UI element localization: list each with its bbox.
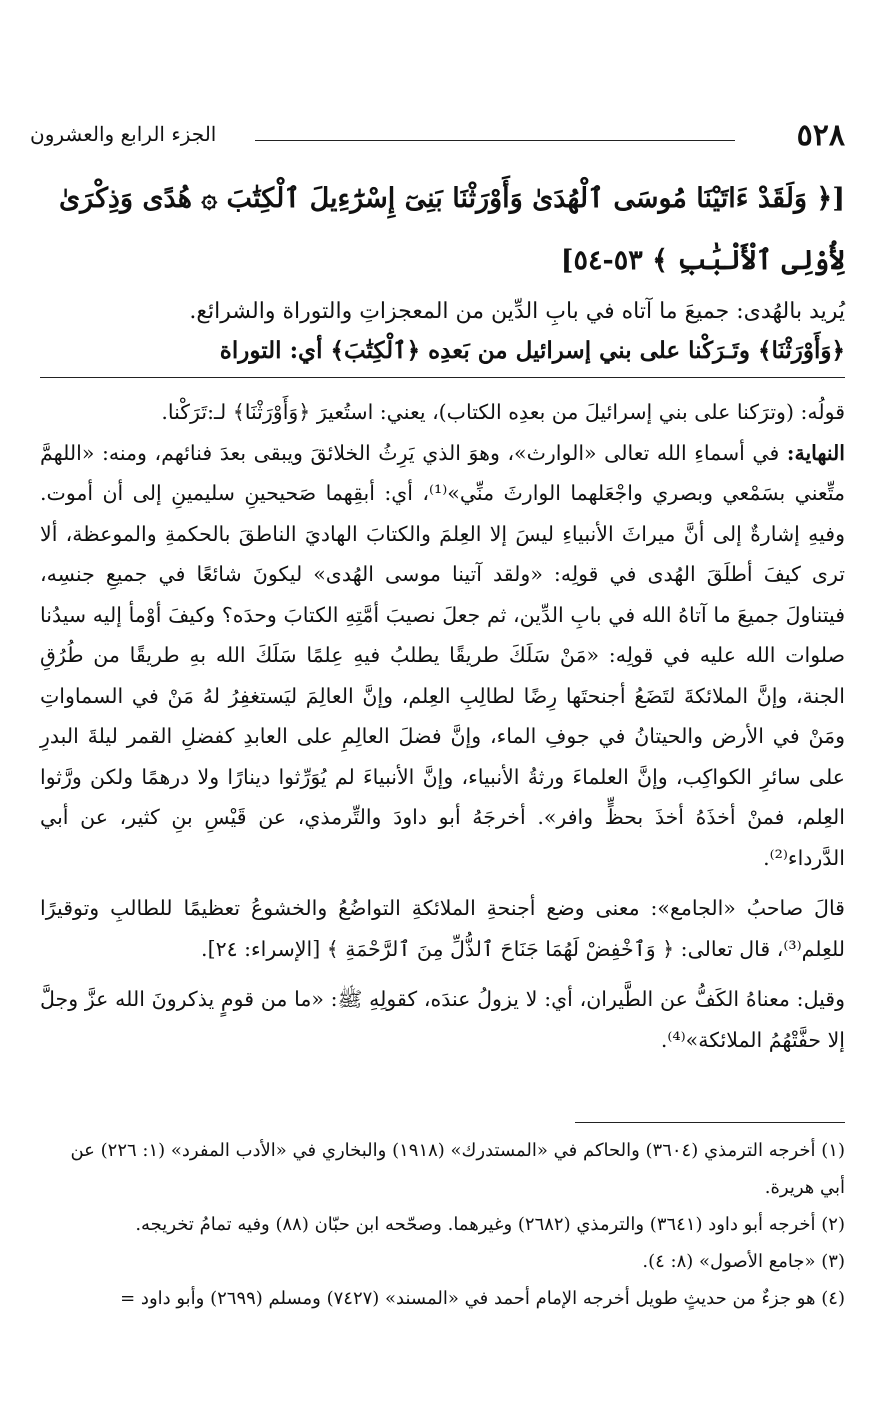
section-divider — [40, 377, 845, 378]
gloss-paragraph: وقيل: معناهُ الكَفُّ عن الطَّيران، أي: لا يزولُ عندَه، كقولِهِ ﷺ: «ما من قومٍ يذكرونَ الله عزَّ وجلَّ إلا حفَّتْهُمُ الملائكة»⁽⁴⁾. — [40, 987, 845, 1052]
footnote: (٢) أخرجه أبو داود (٣٦٤١) والترمذي (٢٦٨٢) وغيرهما. وصحّحه ابن حبّان (٨٨) وفيه تمامُ تخريجه. — [135, 1214, 845, 1235]
nihaya-text: في أسماءِ الله تعالى «الوارث»، وهوَ الذي يَرِثُ الخلائقَ ويبقى بعدَ فنائهم، ومنه: «اللهمَّ متِّعني بسَمْعي وبصري واجْعَلهما الوارثَ منِّي»⁽¹⁾، أي: أبقِهما صَحيحينِ سليمينِ إلى أن أموت. وفيهِ إشارةٌ إلى أنَّ ميراثَ الأنبياءِ ليسَ إلا العِلمَ والكتابَ الهاديَ الناطقَ بالحكمةِ والموعظة، ألا ترى كيفَ أطلَقَ الهُدى في قولِه: «ولقد آتينا موسى الهُدى» ليكونَ شائعًا في جميعِ جنسِه، فيتناولَ جميعَ ما آتاهُ الله في بابِ الدِّين، ثم جعلَ نصيبَ أمَّتِهِ الكتابَ وحدَه؟ وكيفَ أوْمأ إليه سيدُنا صلوات الله عليه في قولِه: «مَنْ سَلَكَ طريقًا يطلبُ فيهِ عِلمًا سَلَكَ الله بهِ طريقًا من طُرُقِ الجنة، وإنَّ الملائكةَ لتَضَعُ أجنحتَها رِضًا لطالِبِ العِلم، وإنَّ العالِمَ ليَستغفِرُ لهُ مَنْ في السماواتِ ومَنْ في الأرض والحيتانُ في جوفِ الماء، وإنَّ فضلَ العالِمِ على العابدِ كفضلِ القمر ليلةَ البدرِ على سائرِ الكواكِب، وإنَّ العلماءَ ورثةُ الأنبياء، وإنَّ الأنبياءَ لم يُوَرِّثوا دينارًا ولا درهمًا ولكن ورَّثوا العِلم، فمنْ أخذَهُ أخذَ بحظٍّ وافر». أخرجَهُ أبو داودَ والتِّرمذي، عن قَيْسِ بنِ كثير، عن أبي الدَّرداء⁽²⁾. — [40, 440, 845, 870]
tafsir-commentary — [40, 292, 845, 370]
footnotes — [40, 1132, 845, 1317]
page-header — [30, 118, 845, 154]
footnote-rule — [575, 1122, 845, 1123]
quran-verse — [40, 168, 845, 292]
footnote: (٣) «جامع الأصول» (٨: ٤). — [642, 1251, 845, 1272]
verse-line: [﴿ وَلَقَدْ ءَاتَيْنَا مُوسَى ٱلْهُدَىٰ وَأَوْرَثْنَا بَنِىٓ إِسْرَٰٓءِيلَ ٱلْكِتَٰبَ ۞ هُدًى وَذِكْرَىٰ — [59, 183, 845, 214]
part-title: الجزء الرابع والعشرون — [30, 122, 217, 146]
page-number: ٥٢٨ — [796, 118, 845, 153]
commentary-line: يُريد بالهُدى: جميعَ ما آتاه في بابِ الدِّين من المعجزاتِ والتوراة والشرائع. — [189, 299, 845, 324]
gloss-text — [40, 392, 845, 1060]
footnote: (١) أخرجه الترمذي (٣٦٠٤) والحاكم في «المستدرك» (١٩١٨) والبخاري في «الأدب المفرد» (١: ٢٢٦) عن أبي هريرة. — [70, 1140, 845, 1198]
gloss-paragraph: قالَ صاحبُ «الجامع»: معنى وضع أجنحةِ الملائكةِ التواضُعُ والخشوعُ تعظيمًا للطالبِ وتوقيرًا للعِلم⁽³⁾، قال تعالى: ﴿ وَٱخْفِضْ لَهُمَا جَنَاحَ ٱلذُّلِّ مِنَ ٱلرَّحْمَةِ ﴾ [الإسراء: ٢٤]. — [40, 896, 845, 961]
gloss-paragraph-text: قولُه: (وترَكنا على بني إسرائيلَ من بعدِه الكتاب)، يعني: استُعيرَ ﴿وَأَوْرَثْنَا﴾ لـ:تَرَكْنا. — [161, 400, 845, 424]
gloss-paragraph — [40, 392, 845, 878]
header-rule — [255, 140, 735, 141]
footnote: (٤) هو جزءٌ من حديثٍ طويل أخرجه الإمام أحمد في «المسند» (٧٤٢٧) ومسلم (٢٦٩٩) وأبو داود = — [120, 1288, 845, 1309]
commentary-line: ﴿وَأَوْرَثْنَا﴾ وتَـرَكْنا على بني إسرائيل من بَعدِه ﴿ٱلْكِتَٰبَ﴾ أي: التوراة — [219, 337, 845, 364]
nihaya-term: النهاية: — [786, 440, 845, 465]
verse-line: لِأُوْلِى ٱلْأَلْبَٰبِ ﴾ ٥٣-٥٤] — [560, 245, 845, 276]
